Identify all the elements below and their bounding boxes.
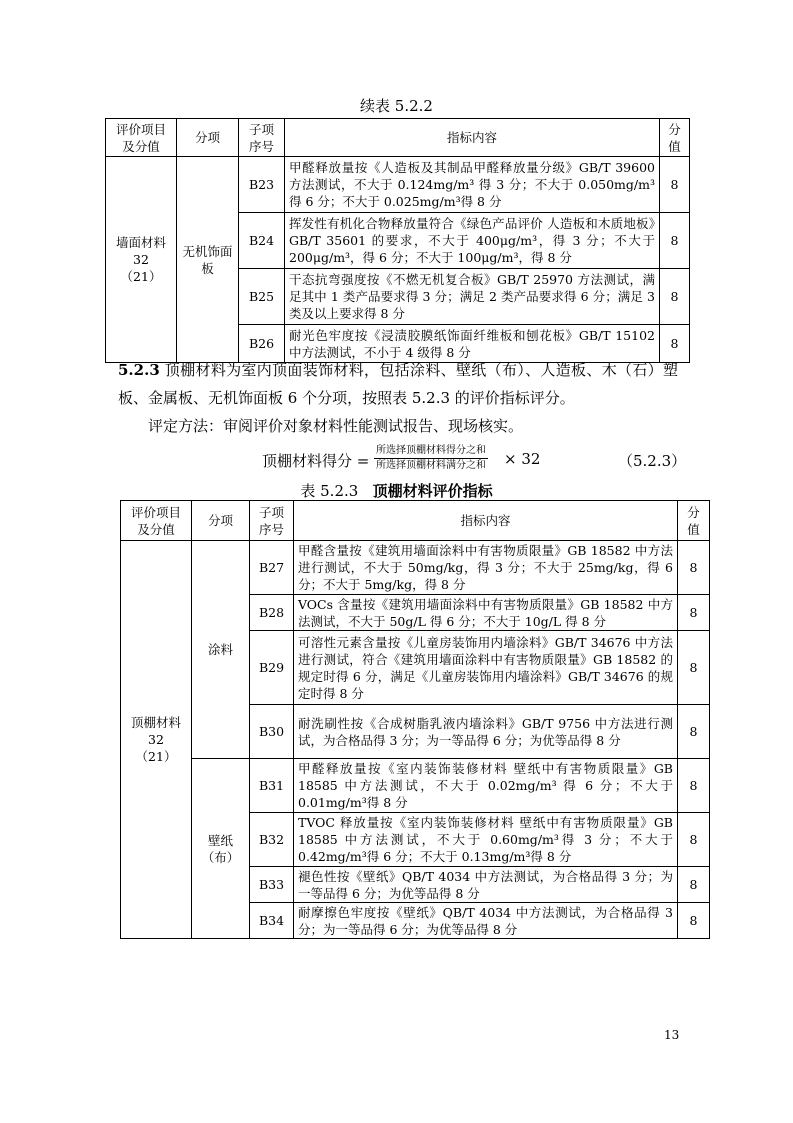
row-id: B29 xyxy=(250,631,294,705)
subgroup-cell: 无机饰面板 xyxy=(177,157,239,363)
row-content: TVOC 释放量按《室内装饰装修材料 壁纸中有害物质限量》GB 18585 中方法测试，不大于 0.60mg/m³得 3 分；不大于 0.42mg/m³得 6 分；不大于 0.13mg/m³得 8 分 xyxy=(294,813,678,867)
row-score: 8 xyxy=(678,813,710,867)
row-id: B34 xyxy=(250,903,294,939)
group-cell xyxy=(121,541,192,939)
header-score: 分值 xyxy=(660,119,690,157)
page-number: 13 xyxy=(664,1028,680,1042)
group-max: 32 xyxy=(148,732,164,747)
group-max: 32 xyxy=(133,252,149,267)
row-id: B23 xyxy=(239,157,285,213)
header-index: 子项序号 xyxy=(250,501,294,541)
row-id: B31 xyxy=(250,759,294,813)
group-name: 墙面材料 xyxy=(115,235,166,250)
row-score: 8 xyxy=(660,157,690,213)
row-id: B25 xyxy=(239,269,285,325)
row-id: B27 xyxy=(250,541,294,595)
row-id: B24 xyxy=(239,213,285,269)
group-cell xyxy=(106,157,177,363)
formula-fraction xyxy=(374,444,488,473)
row-score: 8 xyxy=(678,631,710,705)
row-id: B32 xyxy=(250,813,294,867)
section-number: 5.2.3 xyxy=(118,361,160,379)
row-id: B26 xyxy=(239,325,285,363)
row-score: 8 xyxy=(660,269,690,325)
row-score: 8 xyxy=(678,705,710,759)
row-score: 8 xyxy=(678,903,710,939)
table-row xyxy=(121,541,710,595)
table-row xyxy=(121,759,710,813)
group-name: 顶棚材料 xyxy=(130,715,181,730)
row-content: 可溶性元素含量按《儿童房装饰用内墙涂料》GB/T 34676 中方法进行测试，符合《建筑用墙面涂料中有害物质限量》GB 18582 的规定时得 6 分，满足《儿童房装饰用内墙涂料》GB/T 34676 的规定时得 8 分 xyxy=(294,631,678,705)
row-score: 8 xyxy=(660,325,690,363)
method-text: 评定方法：审阅评价对象材料性能测试报告、现场核实。 xyxy=(148,417,524,435)
formula-number: （5.2.3） xyxy=(618,452,687,470)
header-index: 子项序号 xyxy=(239,119,285,157)
header-subitem: 分项 xyxy=(177,119,239,157)
formula-multiplier: × 32 xyxy=(504,450,541,468)
row-content: 挥发性有机化合物释放量符合《绿色产品评价 人造板和木质地板》GB/T 35601 的要求，不大于 400μg/m³，得 3 分；不大于 200μg/m³，得 6 分；不大于 100μg/m³，得 8 分 xyxy=(285,213,660,269)
header-item: 评价项目及分值 xyxy=(121,501,192,541)
row-content: 干态抗弯强度按《不燃无机复合板》GB/T 25970 方法测试，满足其中 1 类产品要求得 3 分；满足 2 类产品要求得 6 分；满足 3 类及以上要求得 8 分 xyxy=(285,269,660,325)
row-content: 耐摩擦色牢度按《壁纸》QB/T 4034 中方法测试，为合格品得 3 分；为一等品得 6 分；为优等品得 8 分 xyxy=(294,903,678,939)
table2-header-row xyxy=(121,501,710,541)
table2-caption xyxy=(0,481,793,501)
table2-caption-number: 表 5.2.3 xyxy=(300,482,359,500)
table1 xyxy=(105,118,690,363)
row-score: 8 xyxy=(678,867,710,903)
table-row xyxy=(106,157,690,213)
subgroup-cell: 涂料 xyxy=(192,541,250,759)
row-score: 8 xyxy=(678,595,710,631)
table1-header-row xyxy=(106,119,690,157)
header-score: 分值 xyxy=(678,501,710,541)
group-weight: （21） xyxy=(120,269,162,284)
row-score: 8 xyxy=(678,541,710,595)
table1-caption: 续表 5.2.2 xyxy=(360,97,433,115)
row-id: B33 xyxy=(250,867,294,903)
formula-numerator: 所选择顶棚材料得分之和 xyxy=(374,444,488,459)
row-id: B30 xyxy=(250,705,294,759)
table2 xyxy=(120,500,710,939)
row-content: VOCs 含量按《建筑用墙面涂料中有害物质限量》GB 18582 中方法测试，不大于 50g/L 得 6 分；不大于 10g/L 得 8 分 xyxy=(294,595,678,631)
section-paragraph xyxy=(118,356,678,412)
group-weight: （21） xyxy=(135,749,177,764)
row-score: 8 xyxy=(660,213,690,269)
formula-lhs: 顶棚材料得分 = xyxy=(262,452,370,470)
row-score: 8 xyxy=(678,759,710,813)
subgroup-cell: 壁纸（布） xyxy=(192,759,250,939)
row-content: 耐光色牢度按《浸渍胶膜纸饰面纤维板和刨花板》GB/T 15102 中方法测试，不小于 4 级得 8 分 xyxy=(285,325,660,363)
section-text: 顶棚材料为室内顶面装饰材料，包括涂料、壁纸（布）、人造板、木（石）塑板、金属板、无机饰面板 6 个分项，按照表 5.2.3 的评价指标评分。 xyxy=(118,361,678,407)
row-content: 褪色性按《壁纸》QB/T 4034 中方法测试，为合格品得 3 分；为一等品得 6 分；为优等品得 8 分 xyxy=(294,867,678,903)
row-content: 甲醛释放量按《人造板及其制品甲醛释放量分级》GB/T 39600 方法测试，不大于 0.124mg/m³ 得 3 分；不大于 0.050mg/m³得 6 分；不大于 0.025mg/m³得 8 分 xyxy=(285,157,660,213)
table2-caption-title: 顶棚材料评价指标 xyxy=(372,482,493,500)
header-subitem: 分项 xyxy=(192,501,250,541)
formula-denominator: 所选择顶棚材料满分之和 xyxy=(376,460,486,471)
header-item: 评价项目及分值 xyxy=(106,119,177,157)
row-content: 甲醛含量按《建筑用墙面涂料中有害物质限量》GB 18582 中方法进行测试，不大于 50mg/kg，得 3 分；不大于 25mg/kg，得 6 分；不大于 5mg/kg，得 8 分 xyxy=(294,541,678,595)
row-content: 甲醛释放量按《室内装饰装修材料 壁纸中有害物质限量》GB 18585 中方法测试，不大于 0.02mg/m³ 得 6 分；不大于 0.01mg/m³得 8 分 xyxy=(294,759,678,813)
row-id: B28 xyxy=(250,595,294,631)
header-content: 指标内容 xyxy=(294,501,678,541)
formula xyxy=(262,442,692,480)
header-content: 指标内容 xyxy=(285,119,660,157)
row-content: 耐洗刷性按《合成树脂乳液内墙涂料》GB/T 9756 中方法进行测试，为合格品得 3 分；为一等品得 6 分；为优等品得 8 分 xyxy=(294,705,678,759)
